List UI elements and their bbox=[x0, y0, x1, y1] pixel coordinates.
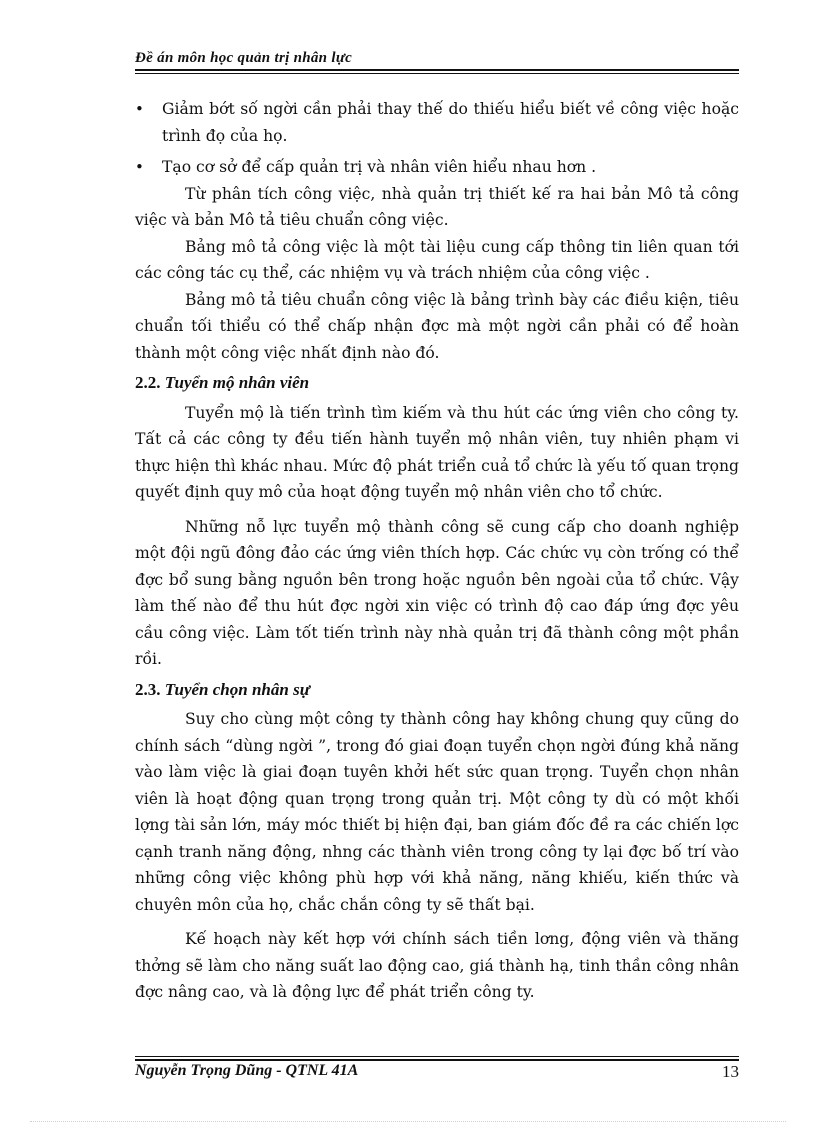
header-rule-thick bbox=[135, 69, 739, 71]
page-bottom-border bbox=[30, 1121, 786, 1122]
section-title: Tuyển mộ nhân viên bbox=[164, 373, 310, 392]
footer-rule-thin bbox=[135, 1056, 739, 1057]
bullet-text: Giảm bớt số ngời cần phải thay thế do thiếu hiểu biết về công việc hoặc trình đọ của họ. bbox=[162, 100, 739, 145]
page-header bbox=[135, 50, 739, 67]
footer-author: Nguyễn Trọng Dũng - QTNL 41A bbox=[135, 1062, 359, 1079]
document-body bbox=[135, 96, 739, 1006]
bullet-icon: • bbox=[135, 158, 144, 176]
section-number: 2.2. bbox=[135, 373, 161, 392]
section-title: Tuyển chọn nhân sự bbox=[164, 679, 310, 699]
bullet-icon: • bbox=[135, 100, 144, 118]
header-rule-thin bbox=[135, 73, 739, 74]
bullet-text: Tạo cơ sở để cấp quản trị và nhân viên hiểu nhau hơn . bbox=[162, 158, 597, 176]
section-heading-2-3 bbox=[135, 677, 739, 704]
paragraph: Từ phân tích công việc, nhà quản trị thiết kế ra hai bản Mô tả công việc và bản Mô tả tiêu chuẩn công việc. bbox=[135, 184, 739, 229]
header-title: Đề án môn học quản trị nhân lực bbox=[135, 50, 353, 66]
section-heading-2-2 bbox=[135, 370, 739, 397]
footer-rule-thick bbox=[135, 1059, 739, 1061]
page-number: 13 bbox=[722, 1062, 739, 1081]
paragraph: Bảng mô tả công việc là một tài liệu cung cấp thông tin liên quan tới các công tác cụ thể, các nhiệm vụ và trách nhiệm của công việc . bbox=[135, 237, 739, 282]
paragraph: Bảng mô tả tiêu chuẩn công việc là bảng trình bày các điều kiện, tiêu chuẩn tối thiểu có thể chấp nhận đợc mà một ngời cần phải có để hoàn thành một công việc nhất định nào đó. bbox=[135, 290, 739, 362]
paragraph: Những nỗ lực tuyển mộ thành công sẽ cung cấp cho doanh nghiệp một đội ngũ đông đảo các ứng viên thích hợp. Các chức vụ còn trống có thể đợc bổ sung bằng nguồn bên trong hoặc nguồn bên ngoài của tổ chức. Vậy làm thế nào để thu hút đợc ngời xin việc có trình độ cao đáp ứng đợc yêu cầu công việc. Làm tốt tiến trình này nhà quản trị đã thành công một phần rồi. bbox=[135, 517, 739, 668]
bullet-item bbox=[135, 154, 739, 181]
paragraph: Suy cho cùng một công ty thành công hay không chung quy cũng do chính sách “dùng ngời ”, trong đó giai đoạn tuyển chọn ngời đúng khả năng vào làm việc là giai đoạn tuyên khởi hết sức quan trọng. Tuyển chọn nhân viên là hoạt động quan trọng trong quản trị. Một công ty dù có một khối lợng tài sản lớn, máy móc thiết bị hiện đại, ban giám đốc đề ra các chiến lợc cạnh tranh năng động, nhng các thành viên trong công ty lại đợc bố trí vào những công việc không phù hợp với khả năng, năng khiếu, kiến thức và chuyên môn của họ, chắc chắn công ty sẽ thất bại. bbox=[135, 710, 739, 914]
paragraph: Tuyển mộ là tiến trình tìm kiếm và thu hút các ứng viên cho công ty. Tất cả các công ty đều tiến hành tuyển mộ nhân viên, tuy nhiên phạm vi thực hiện thì khác nhau. Mức độ phát triển cuả tổ chức là yếu tố quan trọng quyết định quy mô của hoạt động tuyển mộ nhân viên cho tổ chức. bbox=[135, 403, 739, 501]
bullet-item bbox=[135, 96, 739, 149]
section-number: 2.3. bbox=[135, 679, 161, 699]
paragraph: Kế hoạch này kết hợp với chính sách tiền lơng, động viên và thăng thởng sẽ làm cho năng suất lao động cao, giá thành hạ, tinh thần công nhân đợc nâng cao, và là động lực để phát triển công ty. bbox=[135, 930, 739, 1001]
